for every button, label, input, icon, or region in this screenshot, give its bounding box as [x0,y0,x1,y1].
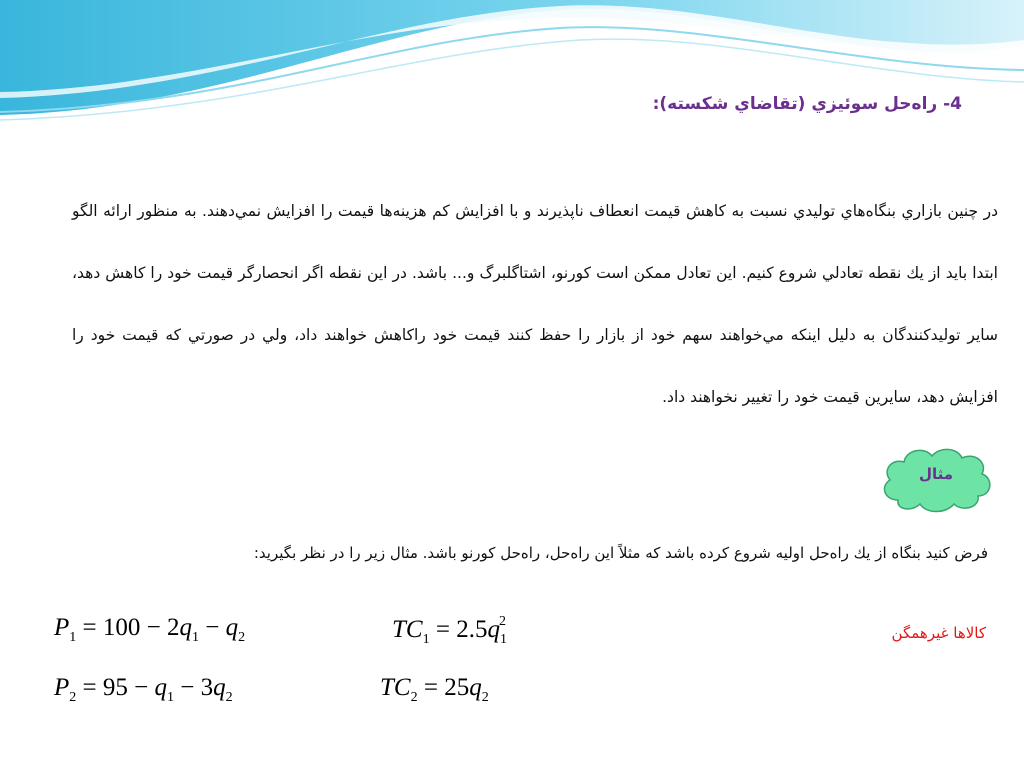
slide-title: 4- راه‌حل سوئيزي (تقاضاي شكسته): [652,94,962,114]
heterogeneous-goods-note: كالاها غيرهمگن [891,624,986,642]
example-cloud-badge[interactable] [876,442,996,516]
example-label: مثال [918,465,954,483]
demand-equation-2: $P_2 = 95 - q_1 - 3q_2$ [54,674,233,705]
cost-equation-1: $TC_1 = 2.5q_1^2$ [392,614,507,647]
header-wave-decoration [0,0,1024,150]
example-text: فرض كنيد بنگاه از يك راه‌حل اوليه شروع كرده باشد كه مثلاً اين راه‌حل، راه‌حل كورنو باشد. مثال زير را در نظر بگيريد: [253,544,988,562]
body-paragraph: در چنين بازاري بنگاه‌هاي توليدي نسبت به كاهش قيمت انعطاف ناپذيرند و با افزايش كم هزينه‌ها قيمت را افزايش نمي‌دهند. به منظور ارائه الگو ابتدا بايد از يك نقطه تعادلي شروع كنيم. اين تعادل ممكن است كورنو، اشتاگلبرگ و... باشد. در اين نقطه اگر انحصارگر قيمت خود را كاهش دهد، ساير توليدكنندگان به دليل اينكه مي‌خواهند سهم خود از بازار را حفظ كنند قيمت خود راكاهش خواهند داد، ولي در صورتي كه قيمت خود را افزايش دهد، سايرين قيمت خود را تغيير نخواهند داد. [72,202,998,406]
demand-equation-1: $P_1 = 100 - 2q_1 - q_2$ [54,614,246,645]
cost-equation-2: $TC_2 = 25q_2$ [380,674,489,705]
